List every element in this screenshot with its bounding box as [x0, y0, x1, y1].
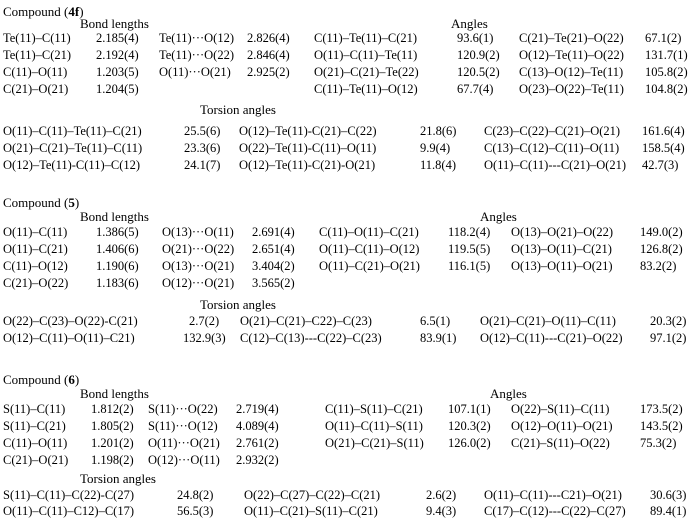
angle-value: 143.5(2)	[640, 419, 683, 433]
torsion-value: 9.9(4)	[420, 141, 451, 155]
torsion-label: O(11)–C(11)---C21)–O(21)	[484, 488, 622, 502]
torsion-label: C(12)–C(13)---C(22)–C(23)	[240, 331, 382, 345]
torsion-label: O(12)–Te(11)-C(21)–C(22)	[239, 124, 377, 138]
bond-value: 2.761(2)	[236, 436, 279, 450]
torsion-value: 20.3(2)	[650, 314, 687, 328]
angle-value: 131.7(1)	[645, 48, 688, 62]
bond-label: C(11)–O(11)	[3, 436, 68, 450]
angle-value: 126.0(2)	[448, 436, 491, 450]
bond-label: S(11)···O(12)	[148, 419, 218, 433]
angle-value: 120.9(2)	[457, 48, 500, 62]
bond-label: S(11)–C(21)	[3, 419, 66, 433]
bond-value: 2.719(4)	[236, 402, 279, 416]
section-title: Compound (4f)	[3, 4, 84, 19]
bond-label: O(11)···O(21)	[148, 436, 220, 450]
torsion-value: 23.3(6)	[184, 141, 221, 155]
bond-label: O(21)···O(22)	[162, 242, 235, 256]
angle-value: 104.8(2)	[645, 82, 688, 96]
torsion-value: 132.9(3)	[183, 331, 226, 345]
angle-label: O(23)–O(22)–Te(11)	[519, 82, 624, 96]
torsion-value: 97.1(2)	[650, 331, 687, 345]
angle-label: C(21)–S(11)–O(22)	[511, 436, 610, 450]
torsion-value: 24.1(7)	[184, 158, 221, 172]
bond-value: 1.406(6)	[96, 242, 139, 256]
bond-value: 1.812(2)	[91, 402, 134, 416]
bond-label: O(12)···O(11)	[148, 453, 220, 467]
torsion-label: O(22)–C(23)–O(22)-C(21)	[3, 314, 138, 328]
torsion-value: 89.4(1)	[650, 504, 687, 518]
angle-label: O(11)–C(11)–O(12)	[319, 242, 420, 256]
torsion-value: 30.6(3)	[650, 488, 687, 502]
angle-value: 120.5(2)	[457, 65, 500, 79]
angle-label: C(11)–Te(11)–O(12)	[314, 82, 418, 96]
bond-value: 4.089(4)	[236, 419, 279, 433]
bond-label: O(11)–C(21)	[3, 242, 68, 256]
torsion-value: 24.8(2)	[177, 488, 214, 502]
angles-heading: Angles	[490, 386, 527, 401]
torsion-label: C(23)–C(22)–C(21)–O(21)	[484, 124, 621, 138]
angle-value: 107.1(1)	[448, 402, 491, 416]
bond-label: C(21)–O(21)	[3, 453, 69, 467]
bond-lengths-heading: Bond lengths	[80, 16, 149, 31]
bond-value: 1.203(5)	[96, 65, 139, 79]
torsion-label: O(21)–C(21)–O(11)–C(11)	[480, 314, 616, 328]
angle-label: C(11)–S(11)–C(21)	[325, 402, 423, 416]
torsion-label: O(22)–Te(11)-C(11)–O(11)	[239, 141, 377, 155]
bond-value: 2.691(4)	[252, 225, 295, 239]
angle-label: O(11)–C(11)–Te(11)	[314, 48, 418, 62]
torsion-value: 21.8(6)	[420, 124, 457, 138]
bond-value: 2.925(2)	[247, 65, 290, 79]
bond-label: S(11)···O(22)	[148, 402, 218, 416]
bond-value: 1.198(2)	[91, 453, 134, 467]
angles-heading: Angles	[480, 209, 517, 224]
angle-label: O(11)–C(21)–O(21)	[319, 259, 420, 273]
torsion-value: 2.6(2)	[426, 488, 457, 502]
angle-value: 119.5(5)	[448, 242, 491, 256]
bond-label: O(11)···O(21)	[159, 65, 231, 79]
torsion-value: 6.5(1)	[420, 314, 451, 328]
angle-label: O(11)–C(11)–S(11)	[325, 419, 423, 433]
angle-label: O(22)–S(11)–C(11)	[511, 402, 610, 416]
section-title: Compound (5)	[3, 195, 80, 210]
angle-value: 116.1(5)	[448, 259, 491, 273]
bond-value: 1.204(5)	[96, 82, 139, 96]
angle-label: O(12)–Te(11)–O(22)	[519, 48, 624, 62]
torsion-value: 2.7(2)	[189, 314, 220, 328]
angle-label: O(21)–C(21)–S(11)	[325, 436, 424, 450]
torsion-label: O(12)–C(11)–O(11)–C21)	[3, 331, 135, 345]
bond-label: O(12)···O(21)	[162, 276, 235, 290]
torsion-label: O(12)–Te(11)-C(21)-O(21)	[239, 158, 376, 172]
bond-label: Te(11)–C(11)	[3, 31, 71, 45]
angle-value: 105.8(2)	[645, 65, 688, 79]
bond-value: 3.565(2)	[252, 276, 295, 290]
torsion-label: O(11)–C(11)–C12)–C(17)	[3, 504, 134, 518]
angle-value: 126.8(2)	[640, 242, 683, 256]
angle-value: 149.0(2)	[640, 225, 683, 239]
bond-value: 2.826(4)	[247, 31, 290, 45]
torsion-value: 83.9(1)	[420, 331, 457, 345]
bond-label: Te(11)···O(22)	[159, 48, 235, 62]
angle-value: 120.3(2)	[448, 419, 491, 433]
angle-label: C(11)–O(11)–C(21)	[319, 225, 419, 239]
bond-label: O(13)···O(11)	[162, 225, 234, 239]
bond-value: 1.386(5)	[96, 225, 139, 239]
angle-label: O(21)–C(21)–Te(22)	[314, 65, 419, 79]
bond-value: 2.192(4)	[96, 48, 139, 62]
angle-label: C(13)–O(12)–Te(11)	[519, 65, 624, 79]
angle-label: C(21)–Te(21)–O(22)	[519, 31, 624, 45]
torsion-value: 9.4(3)	[426, 504, 457, 518]
bond-value: 1.805(2)	[91, 419, 134, 433]
angle-label: O(13)–O(11)–O(21)	[511, 259, 613, 273]
bond-label: Te(11)–C(21)	[3, 48, 72, 62]
bond-value: 2.651(4)	[252, 242, 295, 256]
bond-value: 2.932(2)	[236, 453, 279, 467]
torsion-label: S(11)–C(11)–C(22)-C(27)	[3, 488, 134, 502]
bond-value: 2.846(4)	[247, 48, 290, 62]
torsion-label: O(12)–Te(11)-C(11)–C(12)	[3, 158, 141, 172]
torsion-value: 56.5(3)	[177, 504, 214, 518]
angle-value: 67.7(4)	[457, 82, 494, 96]
bond-value: 2.185(4)	[96, 31, 139, 45]
bond-value: 1.190(6)	[96, 259, 139, 273]
bond-value: 3.404(2)	[252, 259, 295, 273]
angle-value: 67.1(2)	[645, 31, 682, 45]
torsion-value: 158.5(4)	[642, 141, 685, 155]
torsion-label: O(11)–C(11)---C(21)–O(21)	[484, 158, 627, 172]
torsion-label: O(21)–C(21)–C22)–C(23)	[240, 314, 372, 328]
angles-heading: Angles	[451, 16, 488, 31]
bond-label: C(11)–O(12)	[3, 259, 68, 273]
angle-value: 173.5(2)	[640, 402, 683, 416]
angle-value: 83.2(2)	[640, 259, 677, 273]
bond-label: C(21)–O(22)	[3, 276, 69, 290]
angle-value: 118.2(4)	[448, 225, 491, 239]
torsion-label: C(17)–C(12)---C(22)–C(27)	[484, 504, 626, 518]
bond-lengths-heading: Bond lengths	[80, 209, 149, 224]
torsion-heading: Torsion angles	[200, 102, 276, 117]
torsion-heading: Torsion angles	[80, 471, 156, 486]
torsion-label: O(11)–C(21)–S(11)–C(21)	[244, 504, 378, 518]
bond-lengths-heading: Bond lengths	[80, 386, 149, 401]
torsion-label: O(22)–C(27)–C(22)–C(21)	[244, 488, 381, 502]
bond-value: 1.201(2)	[91, 436, 134, 450]
bond-label: C(21)–O(21)	[3, 82, 69, 96]
torsion-value: 161.6(4)	[642, 124, 685, 138]
section-title: Compound (6)	[3, 372, 80, 387]
torsion-heading: Torsion angles	[200, 297, 276, 312]
torsion-value: 25.5(6)	[184, 124, 221, 138]
angle-label: O(12)–O(11)–O(21)	[511, 419, 613, 433]
bond-label: Te(11)···O(12)	[159, 31, 235, 45]
angle-label: O(13)–O(11)–C(21)	[511, 242, 612, 256]
torsion-label: O(12)–C(11)---C(21)–O(22)	[480, 331, 623, 345]
angle-value: 75.3(2)	[640, 436, 677, 450]
bond-label: O(13)···O(21)	[162, 259, 235, 273]
torsion-label: C(13)–C(12)–C(11)–O(11)	[484, 141, 620, 155]
torsion-value: 11.8(4)	[420, 158, 456, 172]
bond-value: 1.183(6)	[96, 276, 139, 290]
angle-label: C(11)–Te(11)–C(21)	[314, 31, 418, 45]
torsion-value: 42.7(3)	[642, 158, 679, 172]
bond-label: O(11)–C(11)	[3, 225, 68, 239]
angle-value: 93.6(1)	[457, 31, 494, 45]
torsion-label: O(11)–C(11)–Te(11)–C(21)	[3, 124, 142, 138]
bond-label: C(11)–O(11)	[3, 65, 68, 79]
torsion-label: O(21)–C(21)–Te(11)–C(11)	[3, 141, 143, 155]
bond-label: S(11)–C(11)	[3, 402, 66, 416]
angle-label: O(13)–O(21)–O(22)	[511, 225, 614, 239]
